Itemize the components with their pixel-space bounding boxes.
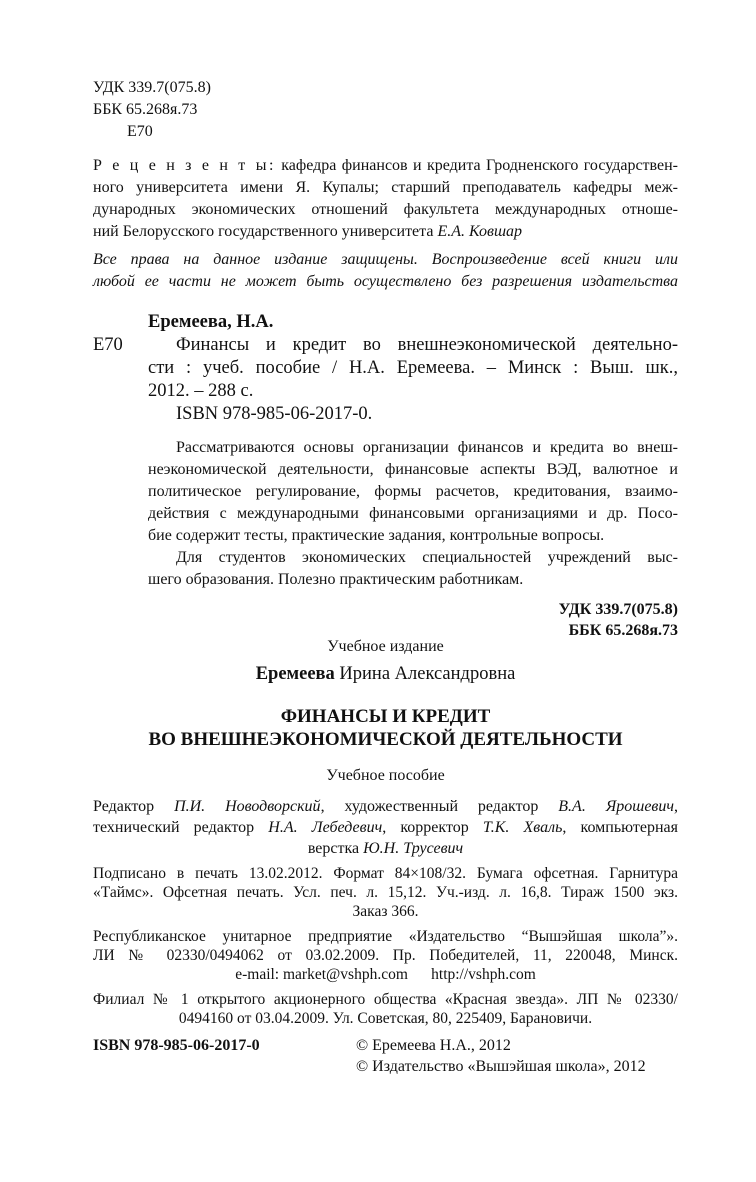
- right-udk-code: УДК 339.7(075.8): [558, 601, 678, 618]
- annotation-line-4: действия с международными финансовыми организациями и др. Посо-: [148, 505, 678, 522]
- author-mark: Е70: [127, 123, 153, 140]
- reviewers-line-2: ного университета имени Я. Купалы; старший преподаватель кафедры меж-: [93, 179, 678, 196]
- printer-line-2: 0494160 от 03.04.2009. Ул. Советская, 80, 225409, Барановичи.: [178, 1010, 593, 1027]
- reviewers-line-3: дународных экономических отношений факультета международных отноше-: [93, 201, 678, 218]
- reviewers-label: Р е ц е н з е н т ы:: [93, 157, 276, 174]
- annotation-line-3: политическое регулирование, формы расчетов, кредитования, взаимо-: [148, 483, 678, 500]
- book-title-line-2: ВО ВНЕШНЕЭКОНОМИЧЕСКОЙ ДЕЯТЕЛЬНОСТИ: [148, 729, 623, 750]
- printer-line-1: Филиал № 1 открытого акционерного общества «Красная звезда». ЛП № 02330/: [93, 991, 678, 1008]
- copyright-author: © Еремеева Н.А., 2012: [356, 1037, 511, 1054]
- edition-type: Учебное издание: [327, 638, 444, 655]
- entry-line-3: 2012. – 288 с.: [148, 381, 254, 401]
- publisher-line-1: Республиканское унитарное предприятие «Издательство “Вышэйшая школа”».: [93, 928, 678, 945]
- author-names: Ирина Александровна: [334, 664, 516, 684]
- bbk-code: ББК 65.268я.73: [93, 101, 198, 118]
- annotation-line-5: бие содержит тесты, практические задания, контрольные вопросы.: [148, 527, 605, 544]
- right-bbk-code: ББК 65.268я.73: [568, 622, 678, 639]
- book-kind: Учебное пособие: [326, 767, 445, 784]
- credits-line-2: технический редактор Н.А. Лебедевич, корректор Т.К. Хваль, компьютерная: [93, 819, 679, 836]
- publisher-contacts: e-mail: market@vshph.com http://vshph.com: [235, 966, 536, 983]
- entry-line-2: сти : учеб. пособие / Н.А. Еремеева. – Минск : Выш. шк.,: [148, 358, 678, 378]
- reviewers-line-4: ний Белорусского государственного университета Е.А. Ковшар: [93, 223, 523, 240]
- entry-line-1: Финансы и кредит во внешнеэкономической деятельно-: [176, 335, 678, 355]
- print-info-line-1: Подписано в печать 13.02.2012. Формат 84×108/32. Бумага офсетная. Гарнитура: [93, 865, 678, 882]
- full-author: [93, 663, 678, 686]
- annotation-line-7: шего образования. Полезно практическим работникам.: [148, 571, 524, 588]
- entry-mark: Е70: [93, 335, 123, 355]
- annotation-line-1: Рассматриваются основы организации финансов и кредита во внеш-: [176, 439, 678, 456]
- publisher-line-2: ЛИ № 02330/0494062 от 03.02.2009. Пр. Победителей, 11, 220048, Минск.: [93, 947, 678, 964]
- entry-author: Еремеева, Н.А.: [148, 312, 274, 332]
- entry-isbn: ISBN 978-985-06-2017-0.: [176, 404, 373, 424]
- print-info-line-2: «Таймс». Офсетная печать. Усл. печ. л. 15,12. Уч.-изд. л. 16,8. Тираж 1500 экз.: [93, 884, 678, 901]
- author-surname: Еремеева: [255, 664, 335, 684]
- credits-line-3: верстка Ю.Н. Трусевич: [307, 840, 464, 857]
- annotation-line-2: неэкономической деятельности, финансовые аспекты ВЭД, валютное и: [148, 461, 678, 478]
- reviewer-name: Е.А. Ковшар: [437, 223, 523, 240]
- footer-isbn: ISBN 978-985-06-2017-0: [93, 1037, 260, 1054]
- annotation-line-6: Для студентов экономических специальностей учреждений выс-: [176, 549, 678, 566]
- udk-code: УДК 339.7(075.8): [93, 79, 211, 96]
- rights-line-1: Все права на данное издание защищены. Воспроизведение всей книги или: [93, 251, 678, 268]
- credits-line-1: Редактор П.И. Новодворский, художественный редактор В.А. Ярошевич,: [93, 798, 678, 815]
- reviewers-line-1: Р е ц е н з е н т ы: кафедра финансов и кредита Гродненского государствен-: [93, 157, 678, 174]
- book-title-line-1: ФИНАНСЫ И КРЕДИТ: [280, 706, 491, 727]
- rights-line-2: любой ее части не может быть осуществлено без разрешения издательства: [93, 273, 678, 290]
- copyright-publisher: © Издательство «Вышэйшая школа», 2012: [356, 1058, 646, 1075]
- print-info-line-3: Заказ 366.: [352, 903, 419, 920]
